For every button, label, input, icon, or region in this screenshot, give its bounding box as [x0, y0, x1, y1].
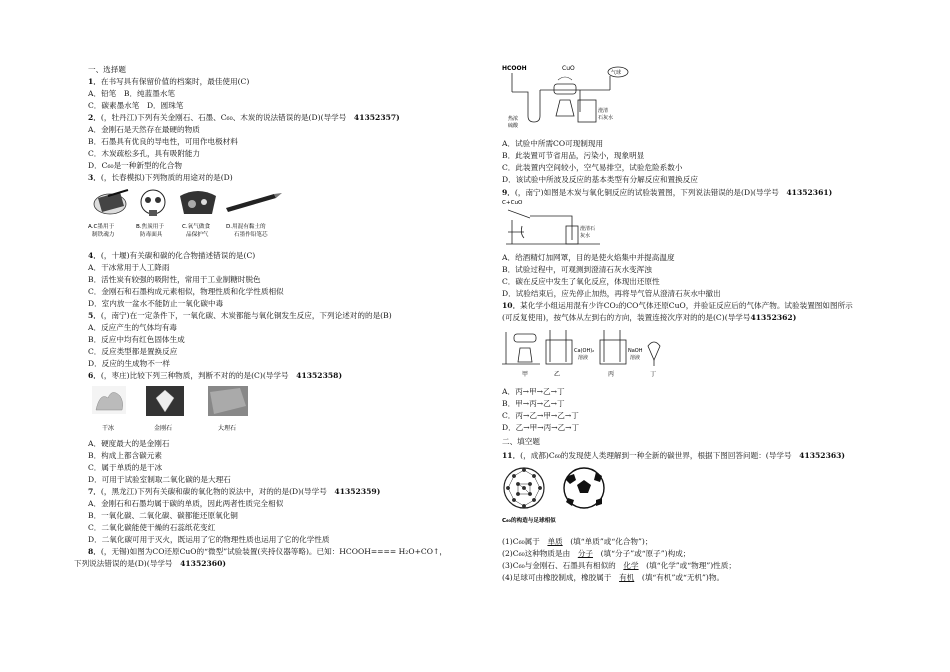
option-line: C．木炭疏松多孔，具有吸附能力	[88, 149, 201, 158]
fill-line-2: (2)C₆₀这种物质是由 分子 (填“分子”或“原子”)构成；	[502, 549, 691, 558]
caption: 石墨作铅笔芯	[234, 232, 268, 238]
answer-blank: 分子	[577, 549, 593, 558]
gas-mask-image	[141, 190, 165, 216]
label: 乙	[554, 371, 561, 378]
label: 溶液	[578, 355, 589, 361]
option-line: B．一氧化碳、二氧化碳、碳都能还原氧化铜	[88, 511, 238, 520]
q10-apparatus-figure	[500, 326, 680, 382]
option-line: A．金刚石是天然存在最硬的物质	[88, 125, 200, 134]
label: HCOOH	[502, 65, 527, 72]
caption: 品保护气	[186, 232, 209, 238]
caption: 金刚石	[154, 425, 173, 432]
option-line: B．活性炭有较强的吸附性，常用于工业制糖时脱色	[88, 275, 261, 284]
answer-blank: 有机	[619, 573, 635, 582]
option-line: A．金刚石和石墨均属于碳的单质，因此两者性质完全相似	[88, 499, 284, 508]
caption: 干冰	[102, 425, 115, 432]
option-line: A．硬度最大的是金刚石	[88, 439, 170, 448]
caption: 制铁魂力	[92, 232, 115, 238]
question-8-cont: 下列说法错误的是(D)(导学号 41352360)	[74, 559, 226, 568]
fill-line-1: (1)C₆₀属于 单质 (填“单质”或“化合物”)；	[502, 537, 653, 546]
section-title-choice: 一、选择题	[88, 65, 126, 74]
option-line: C．碳在反应中发生了氧化反应，体现出还原性	[502, 277, 660, 286]
option-line: C．属于单质的是干冰	[88, 463, 163, 472]
q6-figure	[90, 384, 260, 436]
option-line: A．干冰常用于人工降雨	[88, 263, 170, 272]
label: 丁	[650, 371, 657, 378]
option-line: C．碳素墨水笔 D．圆珠笔	[88, 101, 184, 110]
label: 热浓	[508, 116, 519, 122]
option-line: A．铅笔 B．纯蓝墨水笔	[88, 89, 176, 98]
question-10-cont: (可反复使用)，按气体从左到右的方向，装置连接次序对的的是(C)(导学号41352362)	[502, 313, 797, 322]
question-3: 3．(，长春模拟)下列物质的用途对的是(D)	[88, 173, 233, 182]
label: 澄清石	[580, 226, 596, 232]
option-line: D．二氧化碳可用于灭火，既运用了它的物理性质也运用了它的化学性质	[88, 535, 330, 544]
diamond-image	[146, 386, 184, 416]
question-8: 8．(，无锡)如图为CO还原CuO的“微型”试验装置(夹持仪器等略)。已知：HCOOH==== H₂O+CO↑，	[88, 547, 447, 556]
option-line: B．反应中均有红色固体生成	[88, 335, 185, 344]
marble-image	[208, 386, 248, 416]
option-line: A．给酒精灯加网罩，目的是使火焰集中并提高温度	[502, 253, 675, 262]
question-1: 1．在书写具有保留价值的档案时，最佳使用(C)	[88, 77, 250, 86]
option-line: D．乙→甲→丙→乙→丁	[502, 423, 580, 432]
label: 灰水	[580, 233, 591, 239]
option-line: D．可用于试验室制取二氧化碳的是大理石	[88, 475, 231, 484]
label: CuO	[562, 65, 575, 72]
caption: D.用混有黏土的	[226, 224, 266, 230]
option-line: D．C₆₀是一种新型的化合物	[88, 161, 182, 170]
option-line: A．丙→甲→乙→丁	[502, 387, 565, 396]
question-5: 5．(，南宁)在一定条件下，一氧化碳、木炭都能与氧化铜发生反应，下列论述对的的是(B)	[88, 311, 392, 320]
fill-line-3: (3)C₆₀与金刚石、石墨具有相似的 化学 (填“化学”或“物理”)性质；	[502, 561, 736, 570]
option-line: A．试验中所需CO可现制现用	[502, 139, 604, 148]
option-line: B．甲→丙→乙→丁	[502, 399, 565, 408]
fill-line-4: (4)足球可由橡胶制成，橡胶属于 有机 (填“有机”或“无机”)物。	[502, 573, 725, 582]
pencil-rock-image	[94, 190, 128, 214]
option-line: B．构成上都含碳元素	[88, 451, 162, 460]
dry-ice-image	[92, 386, 126, 414]
label: NaOH	[628, 348, 643, 354]
label: Ca(OH)₂	[574, 348, 595, 354]
question-4: 4．(，十堰)有关碳和碳的化合物描述错误的是(C)	[88, 251, 256, 260]
label: 石灰水	[598, 115, 614, 121]
caption: C.氧气做食	[182, 224, 211, 230]
q9-apparatus-figure	[500, 196, 610, 248]
option-line: D．室内放一盆水不能防止一氧化碳中毒	[88, 299, 224, 308]
label: 溶液	[630, 355, 641, 361]
caption: B.焦炭用于	[136, 224, 164, 230]
option-line: D．该试验中所波及反应的基本类型有分解反应和置换反应	[502, 175, 698, 184]
caption: 大理石	[218, 425, 237, 432]
q11-figure	[500, 460, 620, 528]
q8-apparatus-figure	[500, 62, 630, 130]
caption: A.C墨用于	[88, 224, 115, 230]
label: 澄清	[598, 108, 609, 114]
label: 甲	[522, 371, 529, 378]
c60-molecule-image	[504, 468, 544, 508]
question-11: 11．(，成都)C₆₀的发现使人类理解到一种全新的碳世界，根据下图回答问题：(导学号 41352363)	[502, 451, 846, 460]
pencil-image	[226, 193, 282, 212]
option-line: D．试验结束后，应先停止加热，再将导气管从澄清石灰水中撤出	[502, 289, 721, 298]
option-line: C．丙→乙→甲→乙→丁	[502, 411, 579, 420]
option-line: C．此装置内空间较小，空气易排空，试验危险系数小	[502, 163, 683, 172]
q3-figure	[88, 184, 288, 240]
option-line: B．石墨具有优良的导电性，可用作电极材料	[88, 137, 238, 146]
soccer-ball-image	[564, 468, 604, 508]
caption: C₆₀的构造与足球相似	[502, 518, 556, 524]
option-line: C．反应类型都是置换反应	[88, 347, 178, 356]
question-2: 2．(，牡丹江)下列有关金刚石、石墨、C₆₀、木炭的说法错误的是(D)(导学号 41352357)	[88, 113, 400, 122]
food-bag-image	[180, 191, 216, 214]
option-line: A．反应产生的气体均有毒	[88, 323, 178, 332]
label: 气球	[611, 70, 622, 76]
label: 硫酸	[508, 123, 519, 129]
question-9: 9．(，南宁)如图是木炭与氧化铜反应的试验装置图，下列说法错误的是(D)(导学号 41352361)	[502, 188, 833, 197]
option-line: C．二氧化碳能使干燥的石蕊纸花变红	[88, 523, 216, 532]
answer-blank: 化学	[623, 561, 639, 570]
answer-blank: 单质	[547, 537, 563, 546]
flame-icon	[558, 77, 572, 80]
option-line: B．试验过程中，可观测到澄清石灰水变浑浊	[502, 265, 652, 274]
option-line: B．此装置可节省用品，污染小，现象明显	[502, 151, 645, 160]
option-line: C．金刚石和石墨构成元素相似，物理性质和化学性质相似	[88, 287, 284, 296]
option-line: D．反应的生成物不一样	[88, 359, 171, 368]
question-10: 10．某化学小组运用混有少许CO₂的CO气体还原CuO，并验证反应后的气体产物。试验装置图如图所示	[502, 301, 853, 310]
caption: 防毒面具	[140, 232, 163, 238]
label: C+CuO	[502, 200, 523, 206]
question-7: 7．(，黑龙江)下列有关碳和碳的氧化物的说法中，对的的是(D)(导学号 41352359)	[88, 487, 381, 496]
label: 丙	[608, 371, 615, 378]
section-title-fill: 二、填空题	[502, 437, 540, 446]
question-6: 6．(，枣庄)比较下列三种物质，判断不对的的是(C)(导学号 41352358)	[88, 371, 343, 380]
